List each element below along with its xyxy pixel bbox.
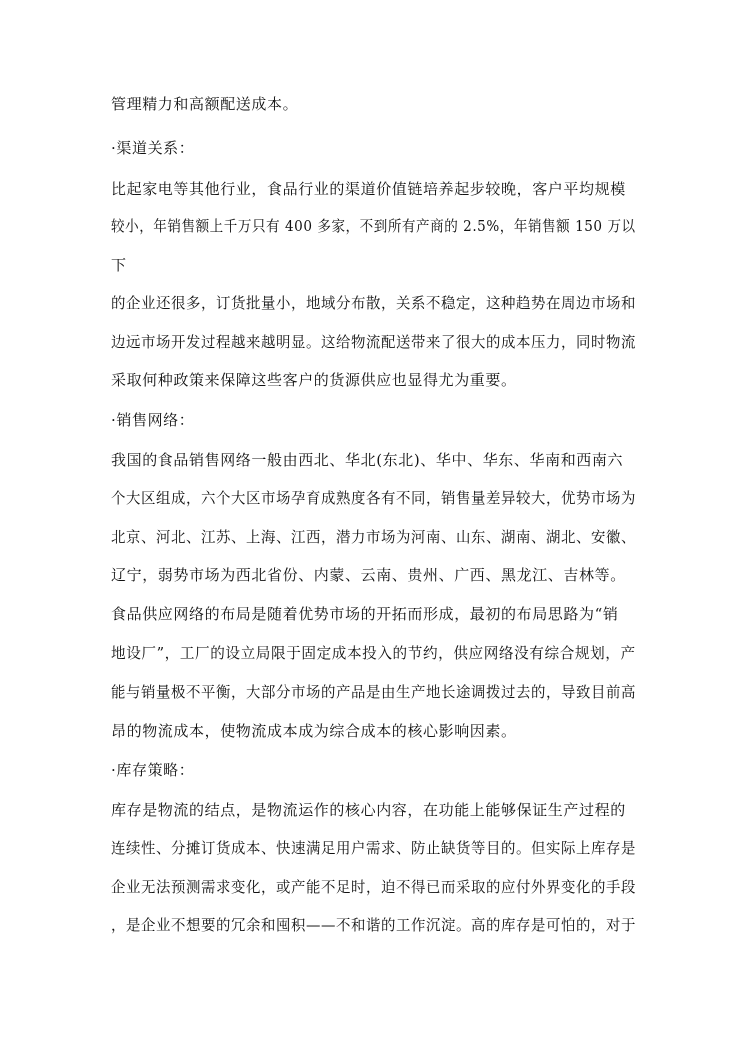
section-heading-sales-network: ·销售网络： bbox=[111, 411, 195, 429]
text-line: 食品供应网络的布局是随着优势市场的开拓而形成，最初的布局思路为“销 bbox=[111, 605, 619, 623]
text-line: 昂的物流成本，使物流成本成为综合成本的核心影响因素。 bbox=[111, 722, 517, 740]
text-line: 连续性、分摊订货成本、快速满足用户需求、防止缺货等目的。但实际上库存是 bbox=[111, 839, 636, 857]
text-line: 我国的食品销售网络一般由西北、华北(东北)、华中、华东、华南和西南六 bbox=[111, 451, 624, 469]
text-line: 企业无法预测需求变化，或产能不足时，迫不得已而采取的应付外界变化的手段 bbox=[111, 878, 636, 896]
text-line: 较小，年销售额上千万只有 400 多家，不到所有产商的 2.5%，年销售额 150 万以 bbox=[111, 217, 636, 235]
text-line: 下 bbox=[111, 256, 127, 274]
text-line: 管理精力和高额配送成本。 bbox=[111, 95, 299, 113]
section-heading-channel: ·渠道关系： bbox=[111, 139, 195, 157]
text-line: 库存是物流的结点，是物流运作的核心内容，在功能上能够保证生产过程的 bbox=[111, 801, 626, 819]
text-line: 能与销量极不平衡，大部分市场的产品是由生产地长途调拨过去的，导致目前高 bbox=[111, 683, 636, 701]
text-line: ，是企业不想要的冗余和囤积——不和谐的工作沉淀。高的库存是可怕的，对于 bbox=[111, 916, 636, 934]
text-line: 个大区组成，六个大区市场孕育成熟度各有不同，销售量差异较大，优势市场为 bbox=[111, 489, 636, 507]
text-line: 的企业还很多，订货批量小，地域分布散，关系不稳定，这种趋势在周边市场和 bbox=[111, 294, 636, 312]
text-line: 辽宁，弱势市场为西北省份、内蒙、云南、贵州、广西、黑龙江、吉林等。 bbox=[111, 566, 626, 584]
text-line: 比起家电等其他行业，食品行业的渠道价值链培养起步较晚，客户平均规模 bbox=[111, 180, 626, 198]
text-line: 北京、河北、江苏、上海、江西，潜力市场为河南、山东、湖南、湖北、安徽、 bbox=[111, 528, 636, 546]
section-heading-inventory: ·库存策略： bbox=[111, 761, 195, 779]
text-line: 采取何种政策来保障这些客户的货源供应也显得尤为重要。 bbox=[111, 371, 517, 389]
text-line: 地设厂”，工厂的设立局限于固定成本投入的节约，供应网络没有综合规划，产 bbox=[111, 644, 636, 662]
text-line: 边远市场开发过程越来越明显。这给物流配送带来了很大的成本压力，同时物流 bbox=[111, 333, 636, 351]
